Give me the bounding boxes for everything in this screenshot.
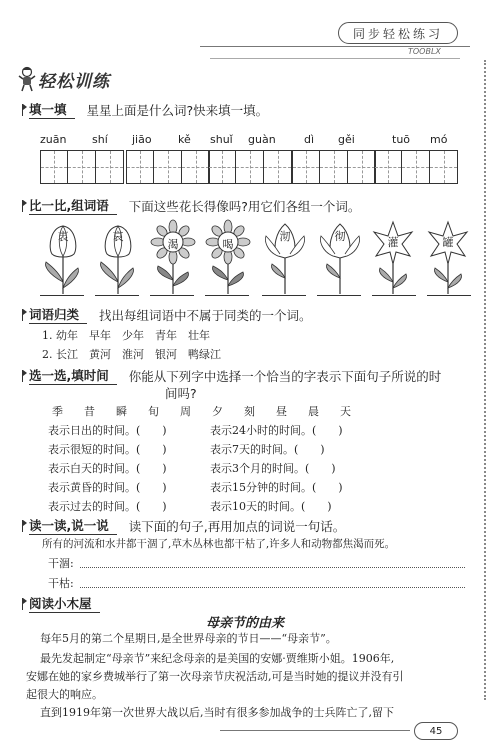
write-cell[interactable]	[96, 150, 124, 184]
choice-character: 刻	[244, 405, 255, 418]
section-reading	[22, 594, 100, 613]
story-paragraph-line: 安娜在她的家乡费城举行了第一次母亲节庆祝活动,可是当时她的提议并没有引	[26, 670, 404, 683]
write-cell[interactable]	[292, 150, 320, 184]
write-cell[interactable]	[126, 150, 154, 184]
flower-character: 沏	[279, 230, 291, 243]
tianzige-pair	[292, 150, 376, 184]
section-instruction-continued: 间吗?	[165, 386, 197, 401]
time-question-left: 表示过去的时间。( )	[48, 500, 167, 513]
choice-character: 昼	[276, 405, 287, 418]
example-sentence: 所有的河流和水井都干涸了,草木丛林也都干枯了,许多人和动物都焦渴而死。	[42, 538, 396, 550]
flower-card	[148, 218, 198, 298]
pinyin-label: tuō	[392, 133, 411, 146]
section-instruction: 找出每组词语中不属于同类的一个词。	[99, 307, 312, 323]
choice-character: 周	[180, 405, 191, 418]
answer-line[interactable]	[80, 587, 465, 588]
choice-character: 旬	[148, 405, 159, 418]
time-question-left: 表示黄昏的时间。( )	[48, 481, 167, 494]
section-instruction: 你能从下列字中选择一个恰当的字表示下面句子所说的时	[128, 368, 442, 384]
sunflower-icon	[148, 218, 198, 298]
pinyin-label: jiāo	[132, 133, 152, 146]
word-prompt-1: 干涸:	[48, 557, 74, 570]
pinyin-label: gěi	[338, 133, 355, 146]
write-cell[interactable]	[264, 150, 292, 184]
answer-line[interactable]	[372, 295, 416, 296]
flower-character: 罐	[442, 236, 454, 249]
section-title: 比一比,组词语	[29, 196, 117, 215]
writing-grid	[0, 150, 490, 184]
write-cell[interactable]	[182, 150, 210, 184]
word-prompt-2: 干枯:	[48, 577, 74, 590]
flower-character: 渴	[167, 238, 179, 251]
time-question-right: 表示15分钟的时间。( )	[210, 481, 343, 494]
answer-line[interactable]	[40, 295, 84, 296]
flower-card	[203, 218, 253, 298]
write-cell[interactable]	[430, 150, 458, 184]
choice-character: 晨	[308, 405, 319, 418]
pinyin-label: kě	[178, 133, 191, 146]
tianzige-pair	[40, 150, 124, 184]
flower-card	[368, 218, 418, 298]
section-time	[22, 366, 441, 385]
choice-character: 天	[340, 405, 351, 418]
section-instruction: 星星上面是什么词?快来填一填。	[86, 102, 269, 118]
choice-character: 昔	[84, 405, 95, 418]
story-paragraph: 每年5月的第二个星期日,是全世界母亲的节日——“母亲节”。	[40, 632, 337, 645]
footer-rule	[220, 730, 410, 731]
write-cell[interactable]	[154, 150, 182, 184]
section-instruction: 读下面的句子,再用加点的词说一句话。	[128, 518, 346, 534]
logo-text: 轻松训练	[38, 71, 110, 92]
write-cell[interactable]	[374, 150, 402, 184]
time-question-right: 表示10天的时间。( )	[210, 500, 332, 513]
write-cell[interactable]	[236, 150, 264, 184]
choice-character: 瞬	[116, 405, 127, 418]
pinyin-label: shí	[92, 133, 108, 146]
flower-character: 哀	[112, 230, 124, 243]
flower-card	[38, 218, 88, 298]
flower-character: 彻	[334, 230, 346, 243]
write-cell[interactable]	[208, 150, 236, 184]
pinyin-label: shuǐ	[210, 133, 233, 146]
flower-character: 喝	[222, 238, 234, 251]
time-question-right: 表示3个月的时间。( )	[210, 462, 336, 475]
answer-line[interactable]	[80, 567, 465, 568]
section-classify	[22, 305, 312, 324]
write-cell[interactable]	[68, 150, 96, 184]
time-question-right: 表示24小时的时间。( )	[210, 424, 343, 437]
tianzige-pair	[374, 150, 458, 184]
pinyin-label: guàn	[248, 133, 276, 146]
story-paragraph-line: 最先发起制定“母亲节”来纪念母亲的是美国的安娜·贾维斯小姐。1906年,	[40, 652, 395, 665]
section-title: 词语归类	[29, 305, 87, 324]
story-paragraph-line: 起很大的响应。	[26, 688, 103, 701]
sunflower-icon	[203, 218, 253, 298]
flower-row	[38, 218, 478, 298]
flower-card	[260, 218, 310, 298]
tianzige-pair	[208, 150, 292, 184]
section-fill-in	[22, 100, 268, 119]
section-title: 选一选,填时间	[29, 366, 117, 385]
page-number: 45	[414, 722, 458, 740]
pinyin-label: zuān	[40, 133, 67, 146]
header-subtitle: TOOBLX	[408, 47, 441, 56]
story-title: 母亲节的由来	[205, 616, 284, 631]
word-group-2: 2. 长江 黄河 淮河 银河 鸭绿江	[42, 348, 221, 361]
character-choices	[52, 403, 372, 419]
flag-icon	[22, 598, 27, 610]
write-cell[interactable]	[348, 150, 376, 184]
time-question-left: 表示白天的时间。( )	[48, 462, 167, 475]
flower-card	[93, 218, 143, 298]
answer-line[interactable]	[205, 295, 249, 296]
pinyin-label: mó	[430, 133, 448, 146]
flower-card	[423, 218, 473, 298]
section-read-say	[22, 516, 345, 535]
pinyin-row	[40, 133, 480, 149]
flag-icon	[22, 104, 27, 116]
time-question-left: 表示日出的时间。( )	[48, 424, 167, 437]
choice-character: 夕	[212, 405, 223, 418]
section-title: 阅读小木屋	[29, 594, 100, 613]
series-title-badge: 同步轻松练习	[338, 22, 458, 44]
flag-icon	[22, 200, 27, 212]
flag-icon	[22, 520, 27, 532]
section-title: 填一填	[29, 100, 75, 119]
time-question-right: 表示7天的时间。( )	[210, 443, 325, 456]
answer-line[interactable]	[95, 295, 139, 296]
section-compare	[22, 196, 360, 215]
flower-character: 灌	[387, 236, 399, 249]
choice-character: 季	[52, 405, 63, 418]
flower-card	[315, 218, 365, 298]
answer-line[interactable]	[150, 295, 194, 296]
story-paragraph: 直到1919年第一次世界大战以后,当时有很多参加战争的士兵阵亡了,留下	[40, 706, 394, 719]
flag-icon	[22, 370, 27, 382]
time-question-left: 表示很短的时间。( )	[48, 443, 167, 456]
answer-line[interactable]	[317, 295, 361, 296]
answer-line[interactable]	[427, 295, 471, 296]
word-group-1: 1. 幼年 早年 少年 青年 壮年	[42, 329, 210, 342]
flag-icon	[22, 309, 27, 321]
cartoon-figure-icon	[18, 66, 36, 92]
section-instruction: 下面这些花长得像吗?用它们各组一个词。	[128, 198, 361, 214]
star-lily-icon	[423, 218, 473, 298]
write-cell[interactable]	[320, 150, 348, 184]
write-cell[interactable]	[402, 150, 430, 184]
star-lily-icon	[368, 218, 418, 298]
section-logo	[18, 66, 110, 92]
write-cell[interactable]	[40, 150, 68, 184]
flower-character: 衷	[57, 230, 69, 243]
header-rule-secondary	[210, 58, 460, 59]
answer-line[interactable]	[262, 295, 306, 296]
pinyin-label: dì	[304, 133, 315, 146]
section-title: 读一读,说一说	[29, 516, 117, 535]
tianzige-pair	[126, 150, 210, 184]
